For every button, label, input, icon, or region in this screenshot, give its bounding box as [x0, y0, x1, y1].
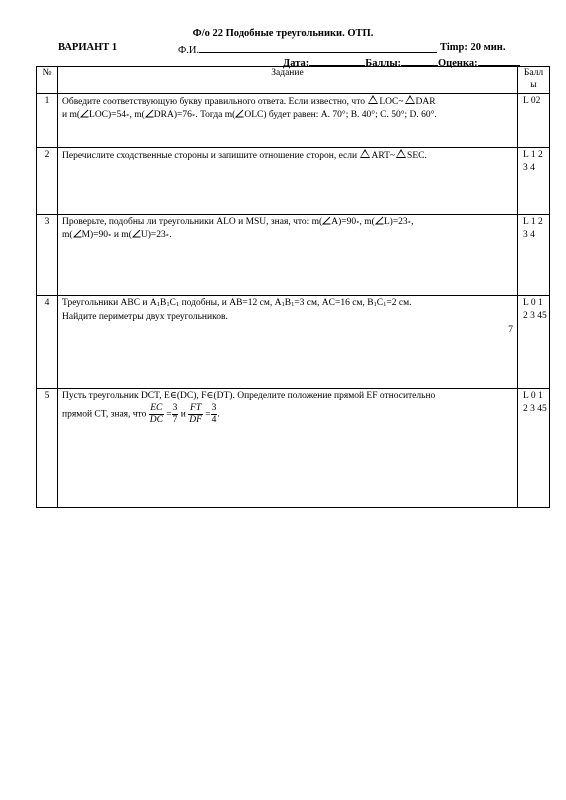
date-label: Дата: [283, 58, 310, 69]
angle-icon [145, 109, 154, 117]
task-points: L 1 2 3 4 [518, 148, 550, 215]
triangle-icon [405, 95, 415, 104]
task-points: L 1 2 3 4 [518, 215, 550, 296]
task-text: Перечислите сходственные стороны и запишите отношение сторон, если ART~ SEC. [58, 148, 518, 215]
header-row [0, 42, 566, 56]
table-header-row [37, 67, 550, 94]
fraction: $\frac{3}{7}$ [172, 403, 178, 425]
angle-icon [322, 216, 331, 224]
name-line [199, 42, 437, 53]
angle-icon [375, 216, 384, 224]
header-number: № [37, 67, 58, 94]
task-number: 2 [37, 148, 58, 215]
fraction: $\frac{FT}{DF}$ [189, 403, 202, 425]
name-label: Ф.И. [178, 45, 200, 56]
header-points [518, 67, 550, 94]
grade-label: Оценка: [438, 58, 478, 69]
name-field[interactable] [178, 42, 437, 56]
score-line [401, 55, 438, 66]
header-points-1: Балл [523, 68, 544, 78]
fraction: $\frac{EC}{DC}$ [149, 403, 163, 425]
task-text: Пусть треугольник DCT, E∈(DC), F∈(DT). Определите положение прямой EF относительно прямой CT, зная, что $\frac{EC}{DC}$ = $\frac{3}{7}$ и $\frac{FT}{DF}$ = $\frac{3}{4}$ . [58, 389, 518, 508]
task-number: 1 [37, 94, 58, 148]
triangle-icon [368, 95, 378, 104]
variant-label: ВАРИАНТ 1 [58, 42, 118, 53]
header-task: Задание [58, 67, 518, 94]
task-points: L 0 1 2 3 45 [518, 296, 550, 389]
task-number: 4 [37, 296, 58, 389]
task-number: 5 [37, 389, 58, 508]
tasks-table [36, 66, 550, 508]
header-points-2: ы [530, 80, 537, 90]
triangle-icon [360, 149, 370, 158]
angle-icon [132, 229, 141, 237]
task-number: 3 [37, 215, 58, 296]
date-line [309, 55, 365, 66]
score-label: Баллы: [365, 58, 402, 69]
worksheet-title: Ф/о 22 Подобные треугольники. ОТП. [192, 28, 374, 39]
table-row [37, 296, 550, 389]
time-label: Timp: 20 мин. [440, 42, 506, 53]
table-row [37, 148, 550, 215]
table-row [37, 94, 550, 148]
grade-line [478, 55, 520, 66]
fraction: $\frac{3}{4}$ [211, 403, 217, 425]
task-points: L 02 [518, 94, 550, 148]
triangle-icon [396, 149, 406, 158]
angle-icon [73, 229, 82, 237]
angle-icon [80, 109, 89, 117]
task-points: L 0 1 2 3 45 [518, 389, 550, 508]
task-text: Треугольники ABC и A1B1C1 подобны, и AB=12 см, A1B1=3 см, AC=16 см, B1C1=2 см. Найдите периметры двух треугольников. 7 [58, 296, 518, 389]
table-row [37, 389, 550, 508]
margin-note: 7 [508, 325, 513, 335]
task-text: Обведите соответствующую букву правильного ответа. Если известно, что LOC~ DAR и m( LOC)=54∘, m( DRA)=76∘. Тогда m( OLC) будет равен: A. 70°; B. 40°; C. 50°; D. 60°. [58, 94, 518, 148]
angle-icon [235, 109, 244, 117]
task-text: Проверьте, подобны ли треугольники ALO и MSU, зная, что: m( A)=90∘, m( L)=23∘, m( M)=90∘ и m( U)=23∘. [58, 215, 518, 296]
table-row [37, 215, 550, 296]
